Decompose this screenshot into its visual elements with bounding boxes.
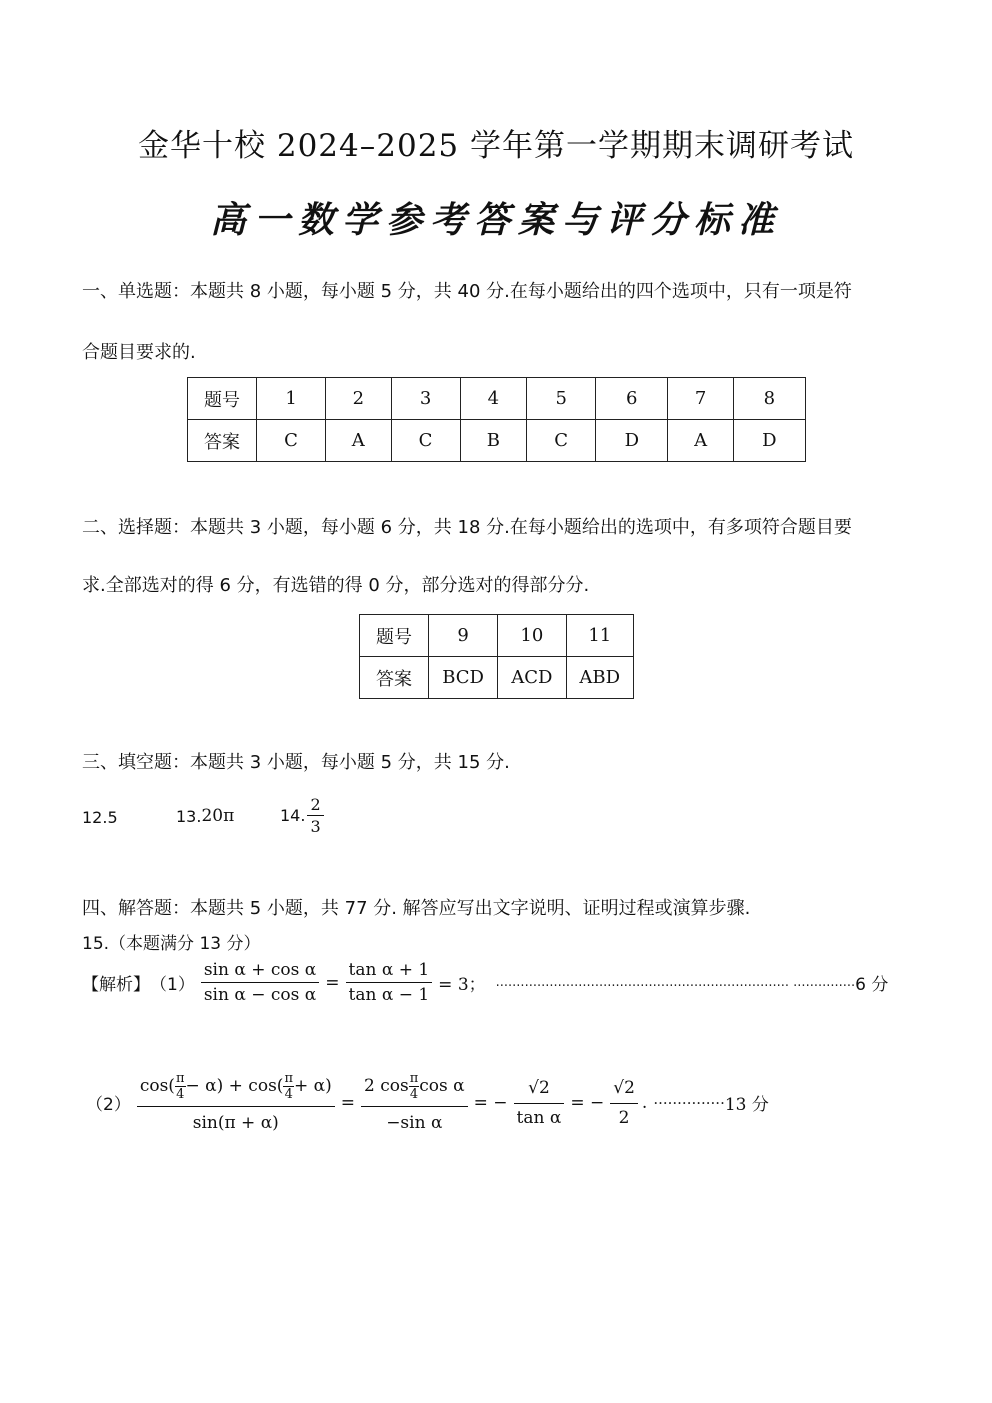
equals-minus: = − (473, 1092, 508, 1113)
period: . (641, 1092, 648, 1113)
four-denominator: 4 (176, 1087, 185, 1102)
part-1-score: 6 分 (855, 975, 889, 995)
answer-cell: C (391, 420, 460, 462)
section2-instructions-line1: 二、选择题：本题共 3 小题，每小题 6 分，共 18 分.在每小题给出的选项中，有多项符合题目要 (82, 517, 852, 538)
answer-14 (280, 794, 326, 837)
row-label-answer: 答案 (360, 657, 429, 699)
answer-cell: ABD (566, 657, 633, 699)
fraction-denominator: sin α − cos α (203, 985, 317, 1005)
pi-over-4-fraction (409, 1071, 420, 1102)
numerator-part-b: cos α (419, 1076, 465, 1096)
fraction-denominator: tan α (516, 1108, 562, 1128)
equals-sign: = (340, 1092, 355, 1113)
part-1-fraction-1 (201, 958, 319, 1007)
solution-part-1 (82, 958, 888, 1007)
answer-14-fraction (307, 794, 323, 837)
answer-cell: D (596, 420, 668, 462)
fraction-denominator: 2 (618, 1108, 630, 1128)
table-row-questions (360, 615, 634, 657)
section2-answer-table (359, 614, 634, 699)
fraction-denominator: 3 (310, 817, 321, 836)
pi-over-4-fraction (283, 1071, 294, 1102)
answer-cell: ACD (498, 657, 566, 699)
pi-over-4-fraction (175, 1071, 186, 1102)
fraction-denominator: −sin α (386, 1113, 443, 1133)
answer-cell: B (460, 420, 527, 462)
pi-symbol: π (409, 1071, 419, 1086)
equals-sign: = (325, 972, 340, 993)
score-leader-dots: ··············· (653, 1093, 725, 1112)
fraction-numerator: √2 (610, 1073, 638, 1104)
question-number: 2 (326, 378, 391, 420)
numerator-part-b: − α) + cos( (185, 1076, 284, 1096)
section2-instructions-line2: 求.全部选对的得 6 分，有选错的得 0 分，部分选对的得部分分. (82, 575, 590, 596)
numerator-part-a: 2 cos (364, 1076, 409, 1096)
part-2-fraction-1 (137, 1066, 335, 1139)
fraction-denominator: sin(π + α) (192, 1113, 279, 1133)
fraction-denominator: tan α − 1 (348, 985, 430, 1005)
part-2-score: 13 分 (724, 1095, 769, 1115)
answer-cell: C (257, 420, 326, 462)
row-label-question: 题号 (188, 378, 257, 420)
solution-label: 【解析】 (82, 975, 150, 995)
row-label-question: 题号 (360, 615, 429, 657)
section1-instructions-line2: 合题目要求的. (82, 342, 196, 363)
answer-13 (176, 806, 234, 826)
part-1-result: = 3； (438, 975, 486, 995)
part-2-fraction-3 (514, 1073, 565, 1132)
part-2-label: （2） (86, 1095, 131, 1115)
question-number: 10 (498, 615, 566, 657)
fraction-numerator: sin α + cos α (201, 958, 319, 983)
answer-cell: C (527, 420, 596, 462)
question-number: 8 (733, 378, 805, 420)
numerator-part-a: cos( (139, 1076, 175, 1096)
answer-14-prefix: 14. (280, 806, 306, 825)
answer-cell: D (733, 420, 805, 462)
question-number: 6 (596, 378, 668, 420)
fraction-numerator (137, 1066, 335, 1107)
answer-13-value: 20π (201, 806, 235, 826)
question-number: 1 (257, 378, 326, 420)
question-number: 9 (429, 615, 498, 657)
fraction-numerator: √2 (514, 1073, 565, 1104)
answer-12: 12.5 (82, 808, 118, 827)
page-subtitle: 高一数学参考答案与评分标准 (209, 199, 782, 241)
part-2-fraction-2 (361, 1066, 468, 1139)
section4-instructions: 四、解答题：本题共 5 小题，共 77 分. 解答应写出文字说明、证明过程或演算步骤. (82, 898, 751, 919)
part-1-label: （1） (150, 975, 195, 995)
four-denominator: 4 (409, 1087, 419, 1102)
fraction-numerator (361, 1066, 468, 1107)
solution-part-2 (82, 1066, 769, 1139)
part-1-fraction-2 (346, 958, 433, 1007)
answer-cell: A (326, 420, 391, 462)
section3-instructions: 三、填空题：本题共 3 小题，每小题 5 分，共 15 分. (82, 752, 510, 773)
answer-13-prefix: 13. (176, 806, 202, 826)
question-number: 11 (566, 615, 633, 657)
page-title: 金华十校 2024–2025 学年第一学期期末调研考试 (138, 128, 854, 164)
question-number: 5 (527, 378, 596, 420)
answer-cell: BCD (429, 657, 498, 699)
part-2-fraction-4 (610, 1073, 638, 1132)
pi-symbol: π (175, 1071, 185, 1086)
question-15-title: 15.（本题满分 13 分） (82, 934, 261, 954)
four-denominator: 4 (284, 1087, 293, 1102)
table-row-answers (360, 657, 634, 699)
question-number: 4 (460, 378, 527, 420)
section1-answer-table (187, 377, 806, 462)
table-row-answers (188, 420, 806, 462)
table-row-questions (188, 378, 806, 420)
pi-symbol: π (284, 1071, 293, 1086)
question-number: 3 (391, 378, 460, 420)
numerator-part-c: + α) (293, 1076, 332, 1096)
row-label-answer: 答案 (188, 420, 257, 462)
answer-cell: A (668, 420, 733, 462)
score-leader-dots: ....................................................................... ............... (495, 975, 856, 990)
equals-minus: = − (570, 1092, 605, 1113)
fraction-numerator: 2 (307, 794, 323, 816)
section1-instructions-line1: 一、单选题：本题共 8 小题，每小题 5 分，共 40 分.在每小题给出的四个选项中，只有一项是符 (82, 281, 852, 302)
fraction-numerator: tan α + 1 (346, 958, 433, 983)
question-number: 7 (668, 378, 733, 420)
